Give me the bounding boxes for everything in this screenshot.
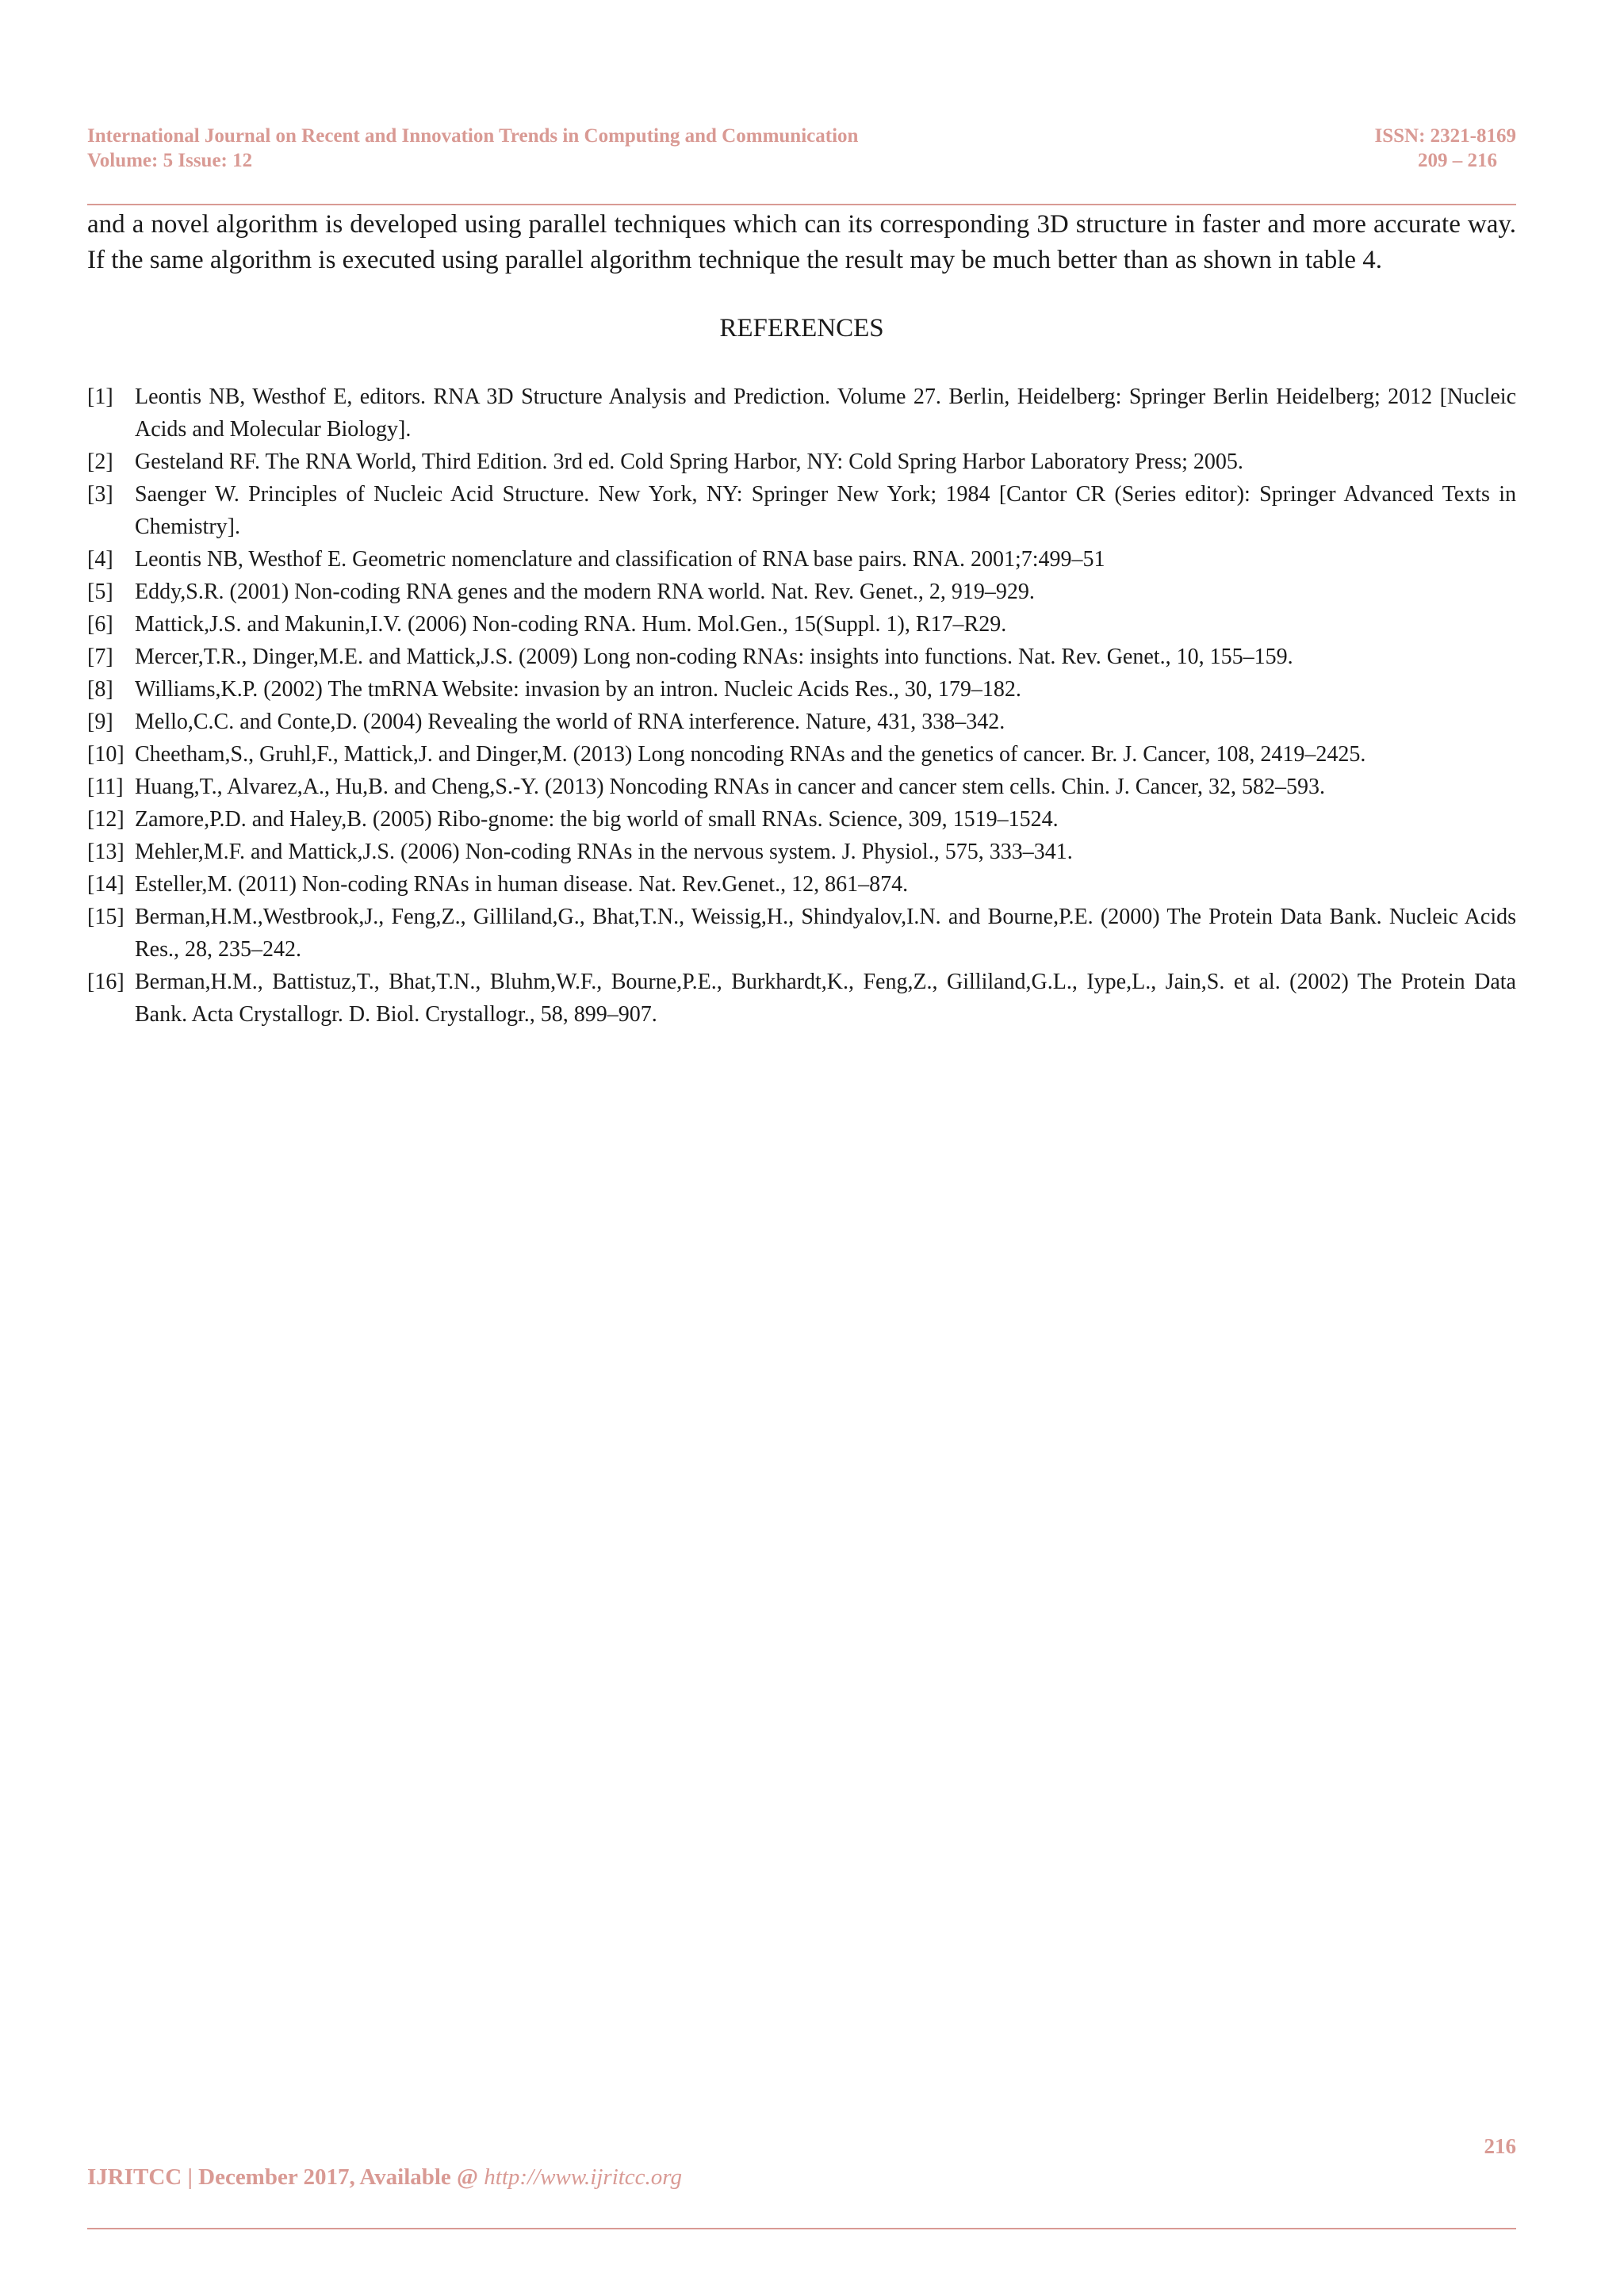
reference-item [87, 966, 1516, 1031]
issn: ISSN: 2321-8169 [1374, 125, 1516, 147]
reference-number: [12] [87, 807, 124, 832]
references-heading: REFERENCES [719, 314, 884, 342]
reference-number: [1] [87, 385, 113, 409]
footer-divider [87, 2228, 1516, 2229]
reference-text: Zamore,P.D. and Haley,B. (2005) Ribo-gnome: the big world of small RNAs. Science, 309, 1519–1524. [135, 807, 1059, 832]
reference-number: [8] [87, 677, 113, 702]
reference-number: [9] [87, 710, 113, 734]
reference-text: Berman,H.M.,Westbrook,J., Feng,Z., Gilliland,G., Bhat,T.N., Weissig,H., Shindyalov,I.N. and Bourne,P.E. (2000) The Protein Data Bank. Nucleic Acids Res., 28, 235–242. [135, 905, 1516, 962]
body-paragraph: and a novel algorithm is developed using parallel techniques which can its corresponding 3D structure in faster and more accurate way. If the same algorithm is executed using parallel algorithm technique the result may be much better than as shown in table 4. [87, 210, 1516, 274]
header-divider [87, 204, 1516, 205]
reference-text: Saenger W. Principles of Nucleic Acid Structure. New York, NY: Springer New York; 1984 [Cantor CR (Series editor): Springer Advanced Texts in Chemistry]. [135, 482, 1516, 539]
reference-text: Huang,T., Alvarez,A., Hu,B. and Cheng,S.-Y. (2013) Noncoding RNAs in cancer and cancer stem cells. Chin. J. Cancer, 32, 582–593. [135, 775, 1325, 799]
reference-item [87, 446, 1516, 478]
reference-number: [15] [87, 905, 124, 929]
reference-item [87, 706, 1516, 738]
page-range: 209 – 216 [1418, 150, 1497, 171]
reference-number: [7] [87, 645, 113, 669]
reference-item [87, 608, 1516, 641]
reference-number: [16] [87, 970, 124, 994]
reference-item [87, 673, 1516, 706]
reference-text: Gesteland RF. The RNA World, Third Edition. 3rd ed. Cold Spring Harbor, NY: Cold Spring Harbor Laboratory Press; 2005. [135, 450, 1243, 474]
reference-number: [3] [87, 482, 113, 507]
reference-item [87, 738, 1516, 771]
reference-item [87, 576, 1516, 608]
reference-text: Berman,H.M., Battistuz,T., Bhat,T.N., Bluhm,W.F., Bourne,P.E., Burkhardt,K., Feng,Z., Gilliland,G.L., Iype,L., Jain,S. et al. (2002) The Protein Data Bank. Acta Crystallogr. D. Biol. Crystallogr., 58, 899–907. [135, 970, 1516, 1027]
reference-text: Williams,K.P. (2002) The tmRNA Website: invasion by an intron. Nucleic Acids Res., 30, 179–182. [135, 677, 1021, 702]
reference-item [87, 543, 1516, 576]
reference-item [87, 836, 1516, 868]
reference-number: [13] [87, 840, 124, 864]
reference-item [87, 868, 1516, 901]
volume-issue: Volume: 5 Issue: 12 [87, 150, 253, 171]
reference-number: [11] [87, 775, 124, 799]
reference-text: Mehler,M.F. and Mattick,J.S. (2006) Non-coding RNAs in the nervous system. J. Physiol., 575, 333–341. [135, 840, 1073, 864]
reference-number: [5] [87, 580, 113, 604]
reference-text: Leontis NB, Westhof E, editors. RNA 3D Structure Analysis and Prediction. Volume 27. Berlin, Heidelberg: Springer Berlin Heidelberg; 2012 [Nucleic Acids and Molecular Biology]. [135, 385, 1516, 442]
running-header [87, 124, 1516, 173]
reference-text: Cheetham,S., Gruhl,F., Mattick,J. and Dinger,M. (2013) Long noncoding RNAs and the genetics of cancer. Br. J. Cancer, 108, 2419–2425. [135, 742, 1366, 767]
reference-list [87, 381, 1516, 1031]
reference-number: [14] [87, 872, 124, 897]
reference-item [87, 901, 1516, 966]
reference-number: [2] [87, 450, 113, 474]
reference-item [87, 803, 1516, 836]
reference-number: [4] [87, 547, 113, 572]
reference-text: Mattick,J.S. and Makunin,I.V. (2006) Non-coding RNA. Hum. Mol.Gen., 15(Suppl. 1), R17–R29. [135, 612, 1007, 637]
reference-number: [6] [87, 612, 113, 637]
reference-text: Mello,C.C. and Conte,D. (2004) Revealing the world of RNA interference. Nature, 431, 338–342. [135, 710, 1005, 734]
page-number: 216 [1484, 2134, 1516, 2158]
reference-number: [10] [87, 742, 124, 767]
journal-title: International Journal on Recent and Innovation Trends in Computing and Communication [87, 125, 859, 147]
reference-item [87, 771, 1516, 803]
footer-link[interactable]: http://www.ijritcc.org [484, 2164, 683, 2190]
reference-text: Esteller,M. (2011) Non-coding RNAs in human disease. Nat. Rev.Genet., 12, 861–874. [135, 872, 909, 897]
footer-text: IJRITCC | December 2017, Available @ [87, 2164, 485, 2190]
reference-text: Eddy,S.R. (2001) Non-coding RNA genes and the modern RNA world. Nat. Rev. Genet., 2, 919–929. [135, 580, 1035, 604]
reference-item [87, 478, 1516, 543]
reference-item [87, 641, 1516, 673]
reference-text: Mercer,T.R., Dinger,M.E. and Mattick,J.S. (2009) Long non-coding RNAs: insights into functions. Nat. Rev. Genet., 10, 155–159. [135, 645, 1293, 669]
running-footer [87, 2164, 682, 2191]
reference-item [87, 381, 1516, 446]
reference-text: Leontis NB, Westhof E. Geometric nomenclature and classification of RNA base pairs. RNA. 2001;7:499–51 [135, 547, 1105, 572]
